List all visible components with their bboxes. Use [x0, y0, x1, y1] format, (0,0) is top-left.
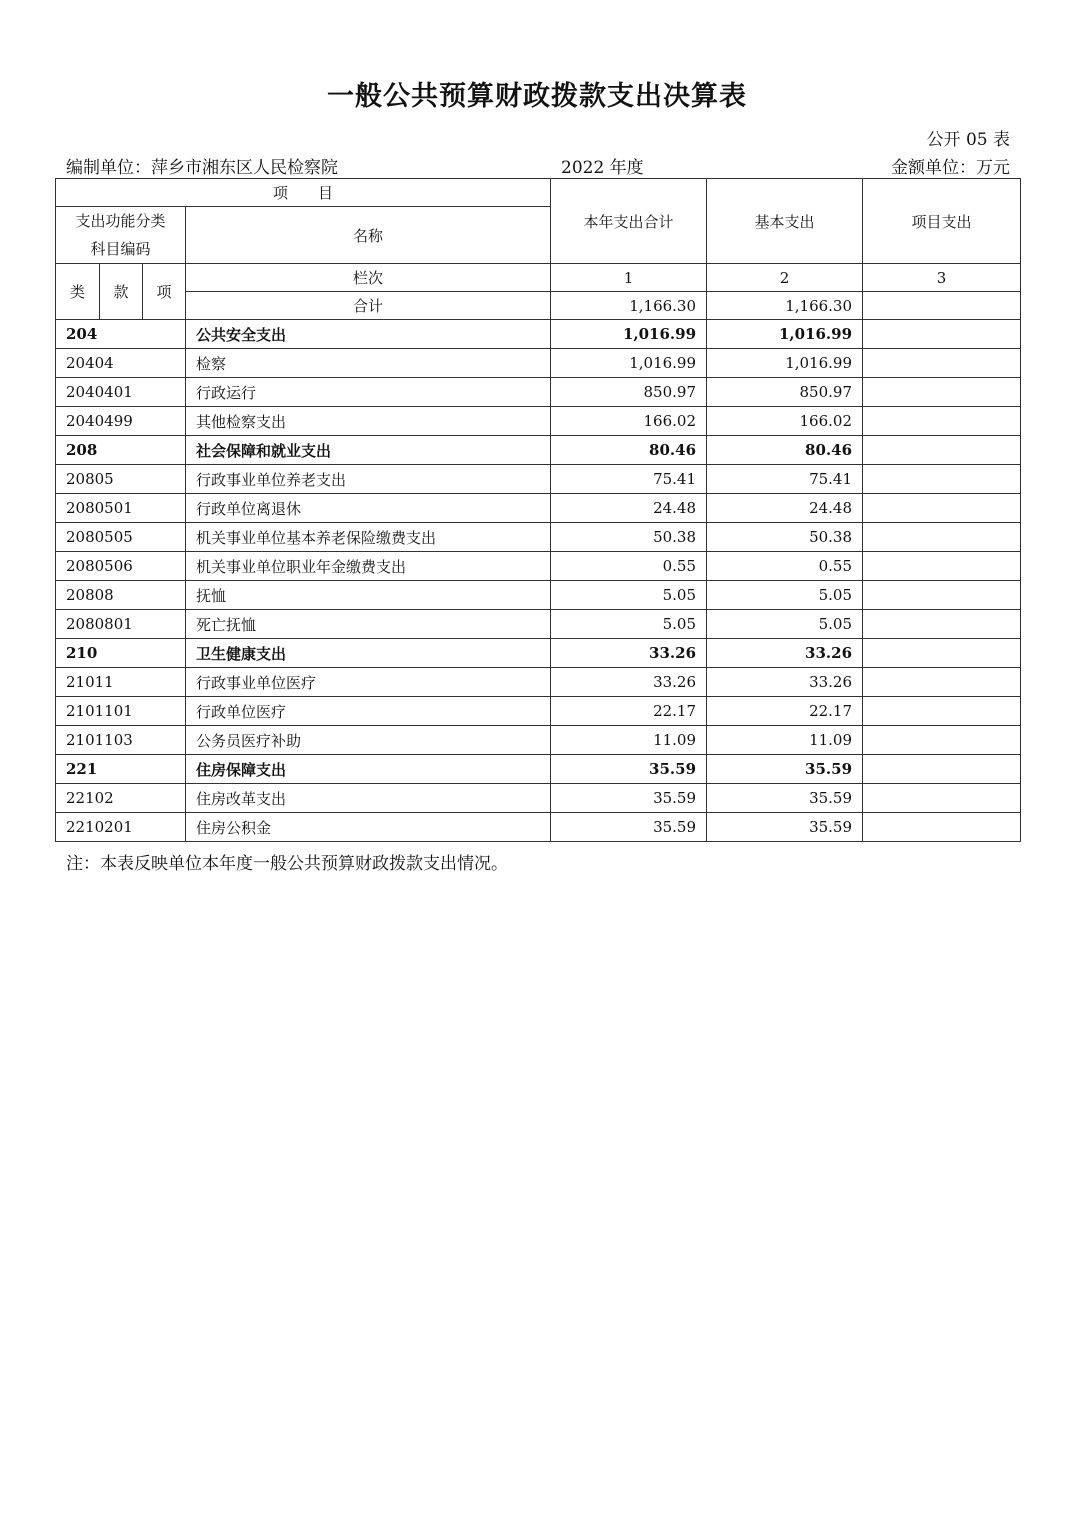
row-basic: 24.48	[707, 494, 863, 523]
row-total: 22.17	[551, 697, 707, 726]
row-total: 24.48	[551, 494, 707, 523]
row-name: 抚恤	[186, 581, 551, 610]
header-lei: 类	[56, 264, 100, 320]
row-name: 卫生健康支出	[186, 639, 551, 668]
row-code: 20805	[56, 465, 186, 494]
header-basic: 基本支出	[707, 179, 863, 264]
row-project	[863, 697, 1021, 726]
header-col3: 3	[863, 264, 1021, 292]
row-total: 35.59	[551, 784, 707, 813]
row-name: 公务员医疗补助	[186, 726, 551, 755]
row-name: 公共安全支出	[186, 320, 551, 349]
header-item: 项 目	[56, 179, 551, 207]
header-col1: 1	[551, 264, 707, 292]
row-total: 5.05	[551, 581, 707, 610]
header-name: 名称	[186, 207, 551, 264]
row-basic: 33.26	[707, 668, 863, 697]
row-total: 1,016.99	[551, 320, 707, 349]
table-row	[56, 668, 1021, 697]
row-code: 2040401	[56, 378, 186, 407]
row-name: 行政事业单位养老支出	[186, 465, 551, 494]
row-code: 20404	[56, 349, 186, 378]
table-row	[56, 813, 1021, 842]
row-code: 208	[56, 436, 186, 465]
row-basic: 22.17	[707, 697, 863, 726]
row-total: 35.59	[551, 813, 707, 842]
row-name: 住房改革支出	[186, 784, 551, 813]
compiling-unit: 编制单位：萍乡市湘东区人民检察院	[66, 158, 338, 178]
row-name: 社会保障和就业支出	[186, 436, 551, 465]
header-xiang: 项	[143, 264, 186, 320]
row-total: 5.05	[551, 610, 707, 639]
row-total: 33.26	[551, 639, 707, 668]
row-project	[863, 320, 1021, 349]
table-row	[56, 726, 1021, 755]
row-total: 80.46	[551, 436, 707, 465]
row-project	[863, 494, 1021, 523]
row-basic: 1,016.99	[707, 349, 863, 378]
row-basic: 5.05	[707, 581, 863, 610]
row-code: 2210201	[56, 813, 186, 842]
row-project	[863, 581, 1021, 610]
row-code: 2080801	[56, 610, 186, 639]
row-name: 机关事业单位职业年金缴费支出	[186, 552, 551, 581]
table-body	[56, 320, 1021, 842]
row-code: 2080505	[56, 523, 186, 552]
row-project	[863, 610, 1021, 639]
row-project	[863, 523, 1021, 552]
row-total: 11.09	[551, 726, 707, 755]
row-basic: 35.59	[707, 784, 863, 813]
row-name: 死亡抚恤	[186, 610, 551, 639]
row-basic: 35.59	[707, 755, 863, 784]
row-total: 0.55	[551, 552, 707, 581]
page-title: 一般公共预算财政拨款支出决算表	[327, 81, 747, 112]
row-name: 行政事业单位医疗	[186, 668, 551, 697]
row-total: 1,016.99	[551, 349, 707, 378]
row-total: 75.41	[551, 465, 707, 494]
header-project: 项目支出	[863, 179, 1021, 264]
table-row	[56, 494, 1021, 523]
row-total: 50.38	[551, 523, 707, 552]
table-row	[56, 378, 1021, 407]
row-basic: 5.05	[707, 610, 863, 639]
table-row	[56, 552, 1021, 581]
row-code: 204	[56, 320, 186, 349]
summary-name: 合计	[186, 292, 551, 320]
row-code: 20808	[56, 581, 186, 610]
row-project	[863, 726, 1021, 755]
row-total: 850.97	[551, 378, 707, 407]
row-project	[863, 813, 1021, 842]
row-name: 检察	[186, 349, 551, 378]
table-row	[56, 610, 1021, 639]
budget-table	[55, 178, 1021, 842]
row-project	[863, 349, 1021, 378]
header-kuan: 款	[100, 264, 143, 320]
table-row	[56, 581, 1021, 610]
row-code: 221	[56, 755, 186, 784]
money-unit: 金额单位：万元	[891, 158, 1010, 178]
row-name: 行政单位离退休	[186, 494, 551, 523]
table-row	[56, 320, 1021, 349]
row-project	[863, 436, 1021, 465]
row-project	[863, 552, 1021, 581]
fiscal-year: 2022 年度	[561, 158, 644, 178]
form-number: 公开 05 表	[926, 130, 1010, 150]
table-row	[56, 755, 1021, 784]
header-total: 本年支出合计	[551, 179, 707, 264]
row-basic: 11.09	[707, 726, 863, 755]
row-basic: 850.97	[707, 378, 863, 407]
table-row	[56, 523, 1021, 552]
table-row	[56, 349, 1021, 378]
footnote: 注：本表反映单位本年度一般公共预算财政拨款支出情况。	[66, 854, 508, 874]
row-code: 2080501	[56, 494, 186, 523]
row-project	[863, 378, 1021, 407]
row-total: 166.02	[551, 407, 707, 436]
row-basic: 75.41	[707, 465, 863, 494]
row-project	[863, 639, 1021, 668]
row-code: 2040499	[56, 407, 186, 436]
header-column-label: 栏次	[186, 264, 551, 292]
row-project	[863, 755, 1021, 784]
header-func-code: 支出功能分类科目编码	[56, 207, 186, 264]
row-project	[863, 407, 1021, 436]
row-name: 住房公积金	[186, 813, 551, 842]
row-basic: 80.46	[707, 436, 863, 465]
row-basic: 35.59	[707, 813, 863, 842]
row-basic: 33.26	[707, 639, 863, 668]
summary-project	[863, 292, 1021, 320]
row-name: 住房保障支出	[186, 755, 551, 784]
row-basic: 0.55	[707, 552, 863, 581]
row-name: 其他检察支出	[186, 407, 551, 436]
row-total: 35.59	[551, 755, 707, 784]
row-code: 21011	[56, 668, 186, 697]
row-code: 2080506	[56, 552, 186, 581]
row-name: 行政单位医疗	[186, 697, 551, 726]
row-code: 2101103	[56, 726, 186, 755]
header-col2: 2	[707, 264, 863, 292]
row-basic: 50.38	[707, 523, 863, 552]
summary-basic: 1,166.30	[707, 292, 863, 320]
row-project	[863, 784, 1021, 813]
table-row	[56, 639, 1021, 668]
row-code: 22102	[56, 784, 186, 813]
table-row	[56, 436, 1021, 465]
row-project	[863, 668, 1021, 697]
row-code: 2101101	[56, 697, 186, 726]
row-code: 210	[56, 639, 186, 668]
table-row	[56, 465, 1021, 494]
table-row	[56, 697, 1021, 726]
summary-total: 1,166.30	[551, 292, 707, 320]
row-name: 机关事业单位基本养老保险缴费支出	[186, 523, 551, 552]
row-basic: 1,016.99	[707, 320, 863, 349]
row-project	[863, 465, 1021, 494]
table-row	[56, 784, 1021, 813]
row-total: 33.26	[551, 668, 707, 697]
row-basic: 166.02	[707, 407, 863, 436]
table-row	[56, 407, 1021, 436]
row-name: 行政运行	[186, 378, 551, 407]
